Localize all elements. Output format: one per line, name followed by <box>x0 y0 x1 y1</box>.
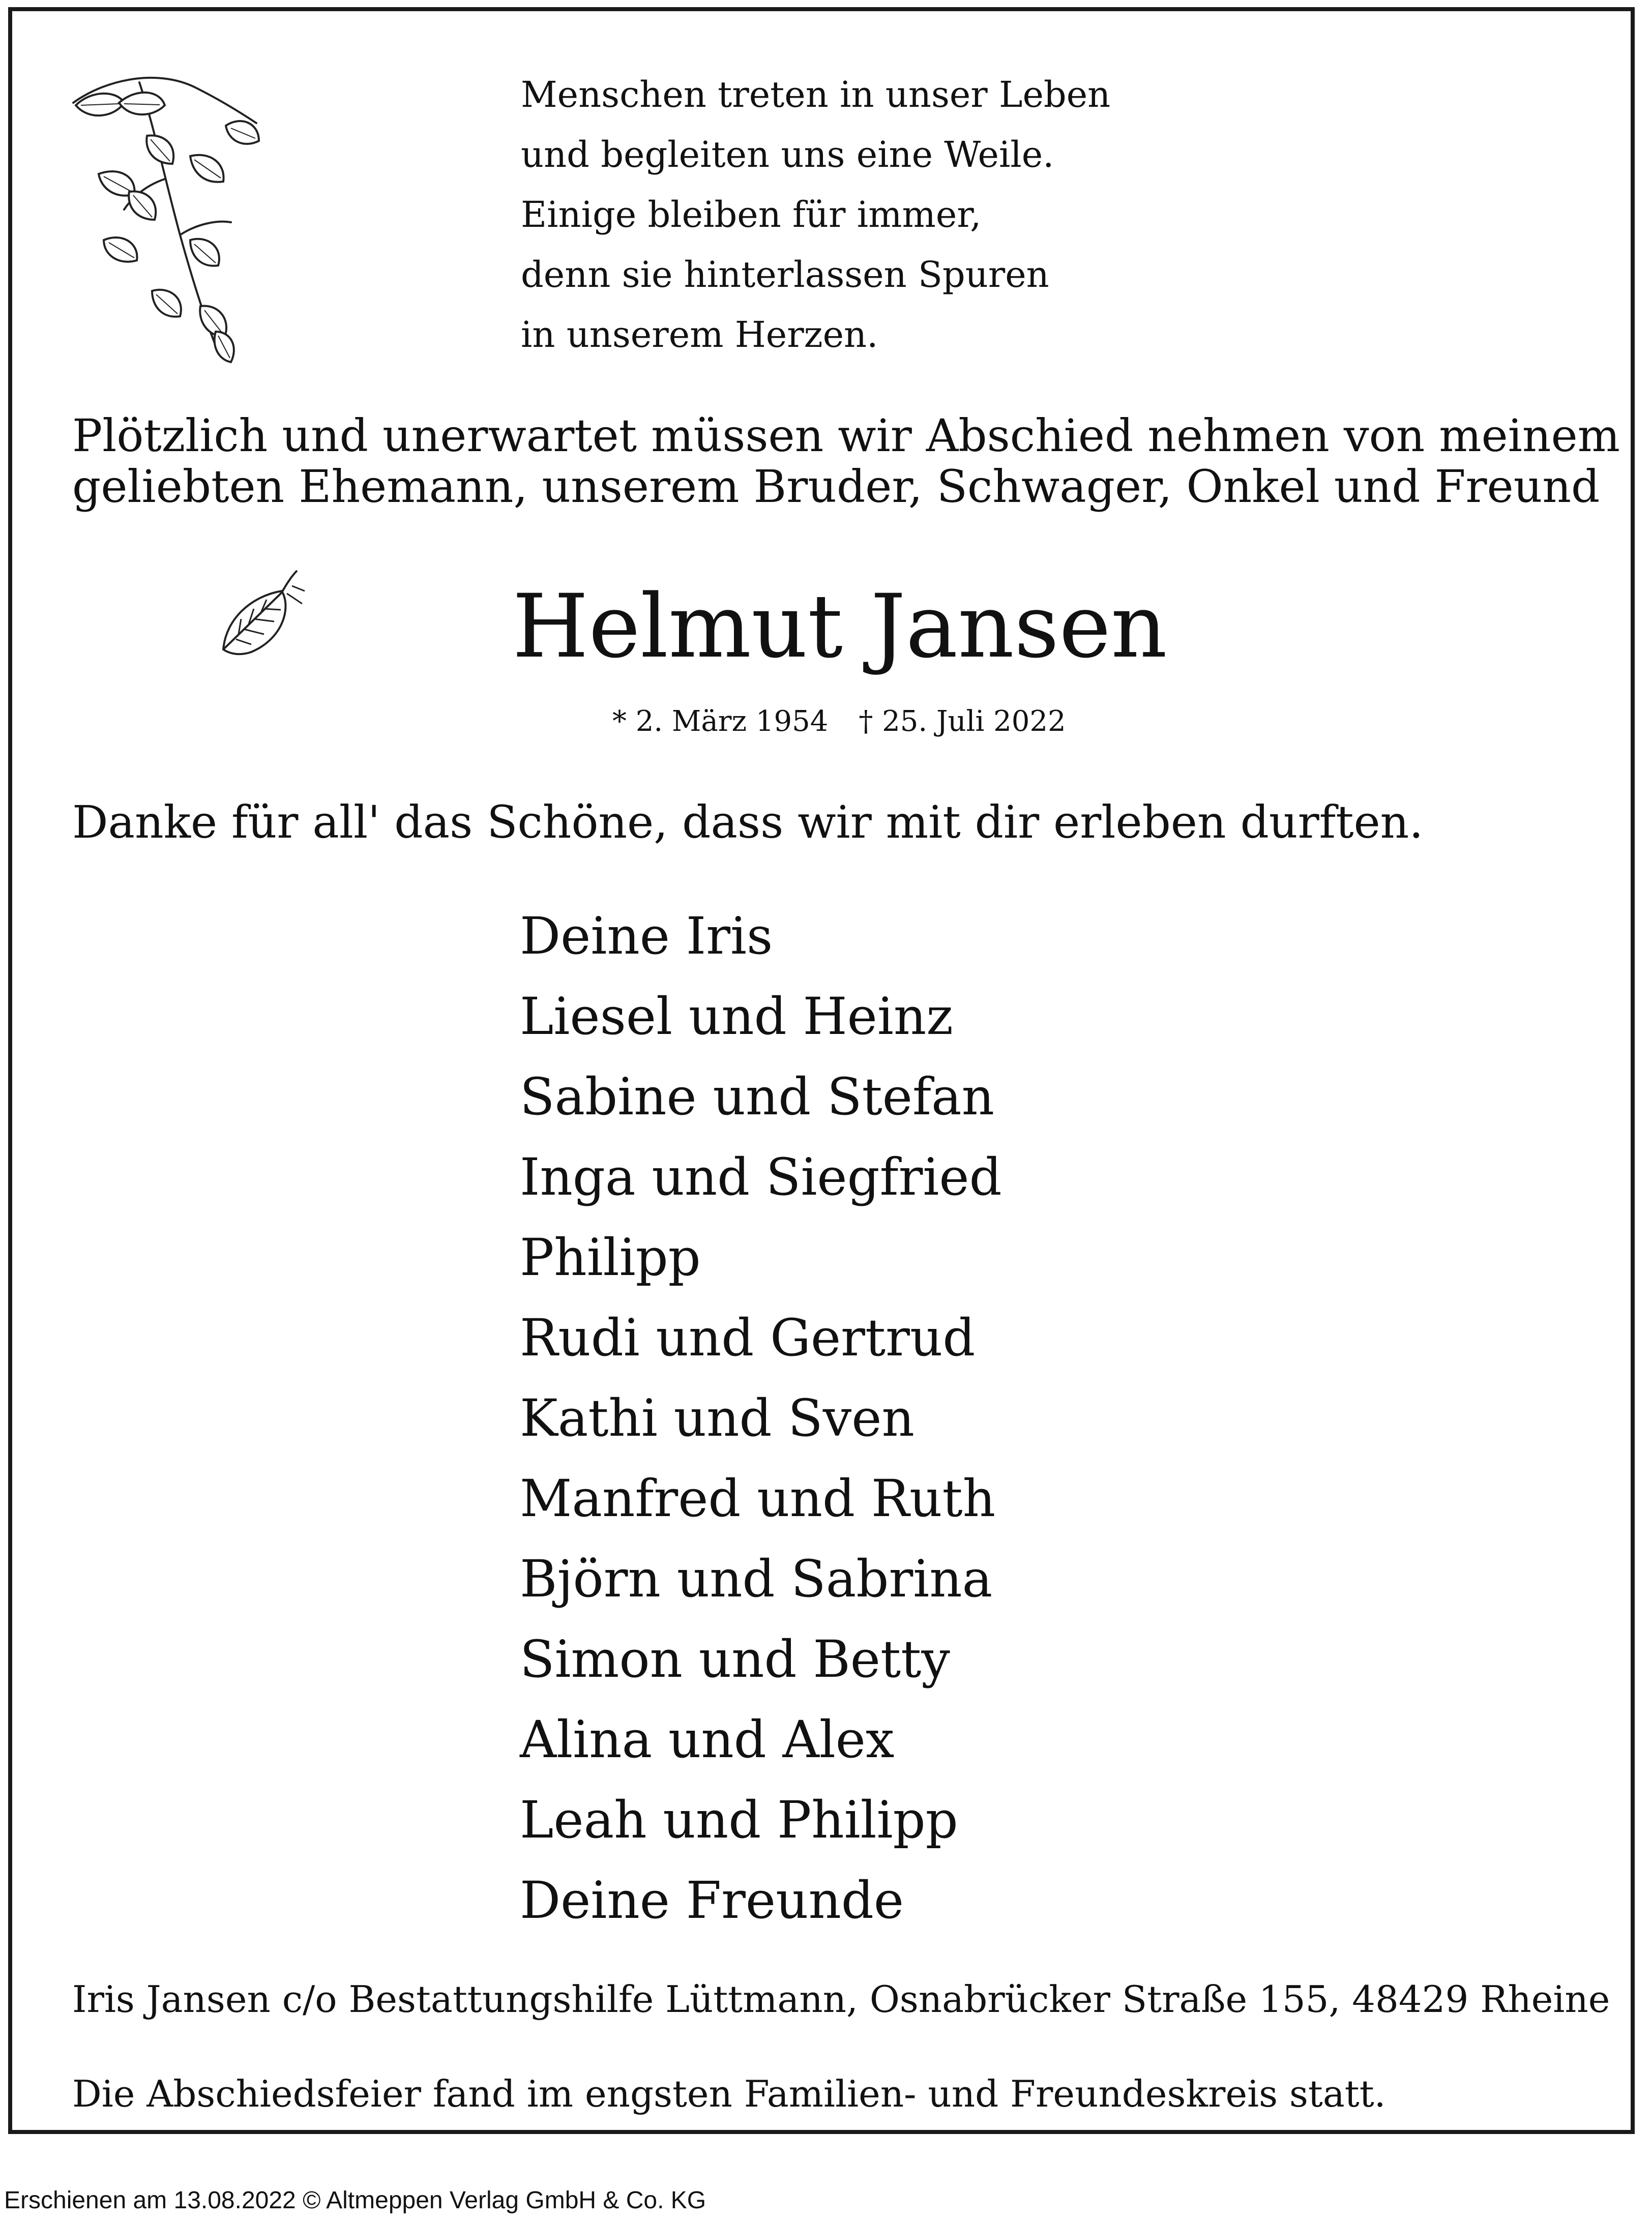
poem-line: und begleiten uns eine Weile. <box>521 134 1054 175</box>
deceased-name-text: Helmut Jansen <box>512 575 1167 677</box>
intro-text <box>72 410 1620 512</box>
birth-date: * 2. März 1954 <box>612 705 829 738</box>
poem-line: in unserem Herzen. <box>521 314 878 355</box>
signers-list <box>520 896 1002 1941</box>
publication-footer: Erschienen am 13.08.2022 © Altmeppen Verlag GmbH & Co. KG <box>4 2187 706 2214</box>
signer: Simon und Betty <box>520 1630 950 1689</box>
thanks-line: Danke für all' das Schöne, dass wir mit dir erleben durften. <box>72 796 1424 848</box>
death-date: † 25. Juli 2022 <box>859 705 1066 738</box>
signer: Sabine und Stefan <box>520 1067 995 1127</box>
signer: Alina und Alex <box>520 1710 895 1769</box>
signer: Leah und Philipp <box>520 1790 958 1850</box>
deceased-name <box>12 576 1652 677</box>
birch-branch-icon <box>63 67 267 367</box>
ceremony-note: Die Abschiedsfeier fand im engsten Familien- und Freundeskreis statt. <box>72 2072 1386 2115</box>
signer: Manfred und Ruth <box>520 1469 996 1528</box>
signer: Philipp <box>520 1228 701 1287</box>
intro-line: geliebten Ehemann, unserem Bruder, Schwager, Onkel und Freund <box>72 460 1600 513</box>
poem-line: Einige bleiben für immer, <box>521 194 982 235</box>
life-dates <box>612 704 1066 739</box>
signer: Björn und Sabrina <box>520 1549 993 1609</box>
poem-line: Menschen treten in unser Leben <box>521 74 1111 115</box>
signer: Inga und Siegfried <box>520 1147 1002 1207</box>
signer: Liesel und Heinz <box>520 987 953 1046</box>
poem-line: denn sie hinterlassen Spuren <box>521 254 1049 295</box>
intro-line: Plötzlich und unerwartet müssen wir Abschied nehmen von meinem <box>72 409 1620 462</box>
signer: Rudi und Gertrud <box>520 1308 976 1368</box>
signer: Kathi und Sven <box>520 1388 914 1448</box>
signer: Deine Freunde <box>520 1871 904 1930</box>
obituary-frame <box>8 7 1635 2134</box>
poem <box>521 65 1110 365</box>
signer: Deine Iris <box>520 906 773 966</box>
contact-address: Iris Jansen c/o Bestattungshilfe Lüttmann, Osnabrücker Straße 155, 48429 Rheine <box>72 1978 1610 2021</box>
